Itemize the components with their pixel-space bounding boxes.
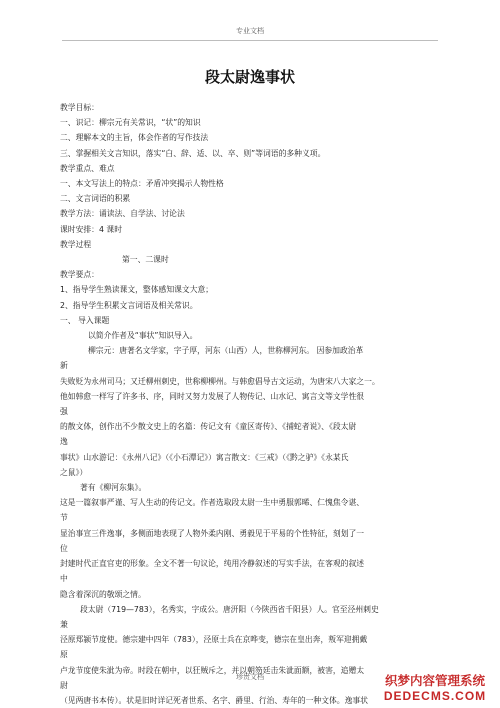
text-line: 段太尉（719—783），名秀实，字成公。唐汧阳（今陕西省千阳县）人。官至泾州刺史 [80,604,379,614]
text-line: 教学目标： [60,103,99,112]
text-line: 强 [60,407,68,417]
text-line: 二、文言词语的积累 [60,194,131,204]
page-header: 专业文档 [236,27,264,35]
text-line: 1、指导学生熟读课文，整体感知课文大意； [60,285,214,295]
text-line: 隐含着深沉的敬颂之情。 [60,589,146,599]
text-line: 教学方法：诵读法、自学法、讨论法 [60,209,185,219]
text-line: 教学过程 [60,239,92,249]
text-line: 著有《柳河东集》。 [80,483,147,493]
text-line: 一、本文写法上的特点：矛盾冲突揭示人物性格 [60,179,224,189]
text-line: 中 [60,574,68,584]
text-line: 一、识记：柳宗元有关常识，“状”的知识 [60,118,201,128]
text-line: 原 [60,650,68,660]
watermark-title: 织梦内容管理系统 [384,673,485,688]
text-line: 教学要点： [60,270,99,280]
text-line: 显治事宣三件逸事，多侧面地表现了人物外柔内刚、勇毅见于平易的个性特征，刻划了一 [60,528,365,538]
document-body [60,100,444,708]
text-line: 教学重点、难点 [60,163,115,173]
text-line: 泾原郑颍节度使。德宗建中四年（783），泾原士兵在京哗变，德宗在皇出奔，叛军迎拥戴 [60,635,368,645]
text-line: 三、掌握相关文言知识，落实“白、辞、适、以、卒、则”等词语的多种义项。 [60,148,326,158]
site-watermark [374,671,496,703]
text-line: （见两唐书本传）。状是旧时详记死者世系、名字、爵里、行治、寿年的一种文体。逸事状 [60,695,368,705]
text-line: 的散文体，创作出不少散文史上的名篇：传记文有《童区寄传》、《捕蛇者说》、《段太尉 [60,422,357,432]
text-line: 之鼠》） [60,467,88,477]
text-line: 他如韩愈一样写了许多书、序，同时又努力发展了人物传记、山水记、寓言文等文学性很 [60,391,365,401]
text-line: 卢龙节度使朱泚为帝。时段在朝中，以狂贼斥之，并以朝笏廷击朱泚面额，被害，追赠太 [60,665,365,675]
text-line: 柳宗元：唐著名文学家，字子厚，河东（山西）人，世称柳河东。 因参加政治革 [88,346,364,356]
section-heading: 第一、二课时 [122,255,169,265]
text-line: 节 [60,513,68,523]
text-line: 2、指导学生积累文言词语及相关常识。 [60,300,198,310]
text-line: 位 [60,543,68,553]
text-line: 尉 [60,680,68,690]
text-line: 逸 [60,437,68,447]
text-line: 失败贬为永州司马；又迁柳州刺史，世称柳柳州。与韩愈倡导古文运动，为唐宋八大家之一。 [60,376,380,386]
text-line: 这是一篇叙事严谨、写人生动的传记文。作者选取段太尉一生中勇服郭晞、仁愧焦令谌、 [60,498,365,508]
page-footer: 珍贵文档 [236,673,264,681]
watermark-domain: DEDECMS.COM [383,689,487,703]
text-line: 兼 [60,619,68,629]
text-line: 一、 导入课题 [60,315,110,325]
text-line: 新 [60,361,68,371]
text-line: 课时安排：4 课时 [60,224,123,234]
header-divider [62,40,438,41]
text-line: 事状》山水游记：《永州八记》（《小石潭记》）寓言散文：《三戒》（《黔之驴》《永某氏 [60,452,349,462]
text-line: 封建时代正直官吏的形象。全文不著一句议论，纯用冷静叙述的写实手法，在客观的叙述 [60,559,365,569]
document-title: 段太尉逸事状 [204,68,295,86]
text-line: 以简介作者及“事状”知识导入。 [88,331,198,341]
text-line: 二、理解本文的主旨，体会作者的写作技法 [60,133,209,143]
